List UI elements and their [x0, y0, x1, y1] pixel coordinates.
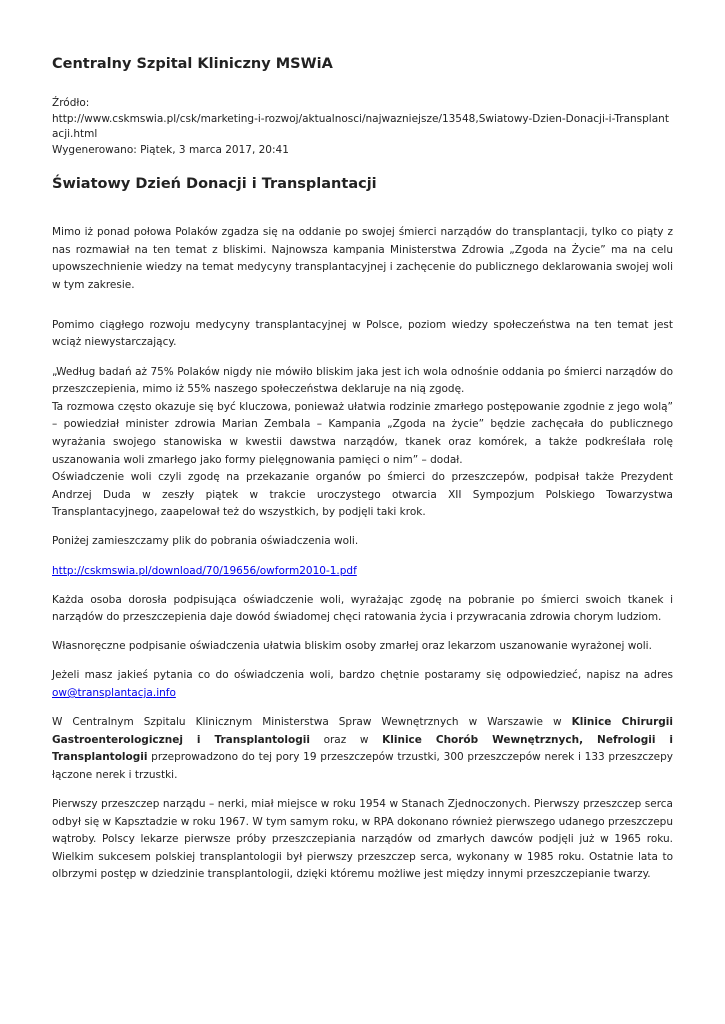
- stats-text-2: oraz w: [309, 733, 383, 746]
- document-meta: [52, 96, 673, 158]
- paragraph-quote: [52, 364, 673, 522]
- contact-text: Jeżeli masz jakieś pytania co do oświadczenia woli, bardzo chętnie postaramy się odpowiedzieć, napisz na adres: [52, 669, 673, 682]
- clinic-name-surgery: Klinice Chirurgii Gastroenterologicznej i Transplantologii: [52, 716, 673, 746]
- source-url: http://www.cskmswia.pl/csk/marketing-i-rozwoj/aktualnosci/najwazniejsze/13548,Swiatowy-Dzien-Donacji-i-Transplantacji.html: [52, 112, 669, 140]
- paragraph-intro: Mimo iż ponad połowa Polaków zgadza się na oddanie po swojej śmierci narządów do transplantacji, tylko co piąty z nas rozmawiał na ten temat z bliskimi. Najnowsza kampania Ministerstwa Zdrowia „Zgoda na Życie” ma na celu upowszechnienie wiedzy na temat medycyny transplantacyjnej i zachęcenie do publicznego deklarowania swojej woli w tym zakresie.: [52, 226, 673, 291]
- paragraph-knowledge: Pomimo ciągłego rozwoju medycyny transplantacyjnej w Polsce, poziom wiedzy społeczeństwa na ten temat jest wciąż niewystarczający.: [52, 318, 673, 349]
- paragraph-pdf-link: [52, 563, 673, 581]
- pdf-download-link[interactable]: http://cskmswia.pl/download/70/19656/owform2010-1.pdf: [52, 564, 357, 577]
- paragraph-hospital-stats: [52, 714, 673, 784]
- paragraph-history: Pierwszy przeszczep narządu – nerki, miał miejsce w roku 1954 w Stanach Zjednoczonych. Pierwszy przeszczep serca odbył się w Kapsztadzie w roku 1967. W tym samym roku, w RPA dokonano również pierwszego udanego przeszczepu wątroby. Polscy lekarze pierwsze próby przeszczepiania narządów od zmarłych dawców podjęli już w 1965 roku. Wielkim sukcesem polskiej transplantologii był pierwszy przeszczep serca, wykonany w 1985 roku. Ostatnie lata to olbrzymi postęp w dziedzinie transplantologii, dzięki któremu możliwe jest między innymi przeszczepianie twarzy.: [52, 797, 673, 881]
- contact-email-link[interactable]: ow@transplantacja.info: [52, 686, 176, 699]
- clinic-name-internal: Klinice Chorób Wewnętrznych, Nefrologii i Transplantologii: [52, 733, 673, 764]
- quote-part-1: „Według badań aż 75% Polaków nigdy nie mówiło bliskim jaka jest ich wola odnośnie oddania po śmierci narządów do przeszczepienia, mimo iż 55% naszego społeczeństwa deklaruje na nią zgodę.: [52, 365, 673, 396]
- paragraph-consent: Każda osoba dorosła podpisująca oświadczenie woli, wyrażając zgodę na pobranie po śmierci swoich tkanek i narządów do przeszczepienia daje dowód świadomej chęci ratowania życia i przywracania zdrowia chorym ludziom.: [52, 593, 673, 624]
- paragraph-contact: [52, 667, 673, 702]
- paragraph-download-intro: Poniżej zamieszczamy plik do pobrania oświadczenia woli.: [52, 535, 359, 548]
- paragraph-signing: Własnoręczne podpisanie oświadczenia ułatwia bliskim osoby zmarłej oraz lekarzom uszanowanie wyrażonej woli.: [52, 640, 652, 653]
- quote-part-2: Ta rozmowa często okazuje się być kluczowa, ponieważ ułatwia rodzinie zmarłego postępowanie zgodnie z jego wolą” – powiedział minister zdrowia Marian Zembala – Kampania „Zgoda na życie” będzie zachęcała do publicznego wyrażania swojego stanowiska w kwestii dawstwa narządów, tkanek oraz komórek, a także podkreślała rolę uszanowania woli zmarłego jako formy pielęgnowania pamięci o nim” – dodał.: [52, 400, 673, 466]
- stats-text-1: W Centralnym Szpitalu Klinicznym Ministerstwa Spraw Wewnętrznych w Warszawie w: [52, 716, 572, 729]
- document-page: [52, 54, 673, 895]
- article-title: Światowy Dzień Donacji i Transplantacji: [52, 176, 377, 192]
- stats-text-3: przeprowadzono do tej pory 19 przeszczepów trzustki, 300 przeszczepów nerek i 133 przeszczepy łączone nerek i trzustki.: [52, 751, 673, 781]
- quote-part-3: Oświadczenie woli czyli zgodę na przekazanie organów po śmierci do przeszczepów, podpisał także Prezydent Andrzej Duda w zeszły piątek w trakcie uroczystego otwarcia XII Sympozjum Polskiego Towarzystwa Transplantacyjnego, zaapelował też do wszystkich, by podjęli taki krok.: [52, 471, 673, 519]
- generated-timestamp: Wygenerowano: Piątek, 3 marca 2017, 20:41: [52, 143, 289, 156]
- site-title: Centralny Szpital Kliniczny MSWiA: [52, 56, 333, 72]
- source-label: Źródło:: [52, 97, 90, 109]
- article-body: [52, 224, 673, 884]
